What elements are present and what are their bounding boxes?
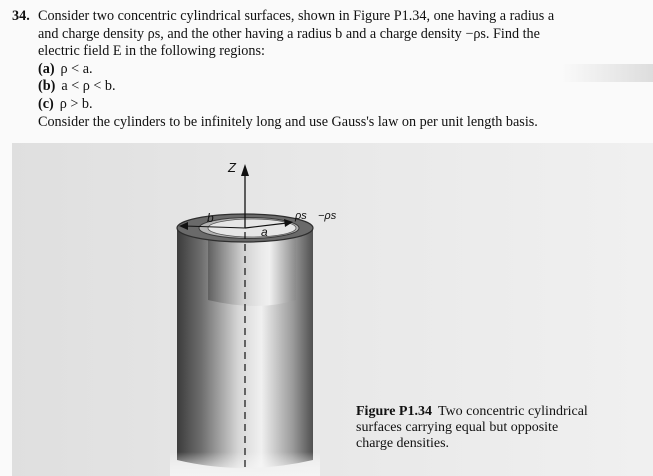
problem-line-2: and charge density ρs, and the other having a radius b and a charge density −ρs. Find the (38, 25, 540, 42)
part-c: (c) ρ > b. (38, 95, 93, 112)
part-a: (a) ρ < a. (38, 60, 93, 77)
problem-line-1: 34. Consider two concentric cylindrical surfaces, shown in Figure P1.34, one having a radius a (12, 8, 555, 24)
part-b: (b) a < ρ < b. (38, 78, 116, 95)
a-label: a (261, 225, 268, 239)
caption-text: Two concentric cylindrical surfaces carrying equal but opposite charge densities. (356, 404, 588, 451)
b-label: b (207, 211, 214, 225)
z-axis-arrowhead (241, 164, 249, 176)
problem-number: 34. (12, 8, 30, 24)
caption-label: Figure P1.34 (356, 404, 432, 419)
rho-s-label: ρs (295, 210, 307, 222)
problem-line-3: electric field E in the following regions: (38, 43, 265, 60)
neg-rho-s-label: −ρs (318, 210, 337, 222)
problem-closing: Consider the cylinders to be infinitely long and use Gauss's law on per unit length basis. (38, 113, 538, 130)
inner-rim (208, 219, 296, 237)
z-label: Z (228, 160, 236, 175)
figure-caption (356, 404, 596, 452)
